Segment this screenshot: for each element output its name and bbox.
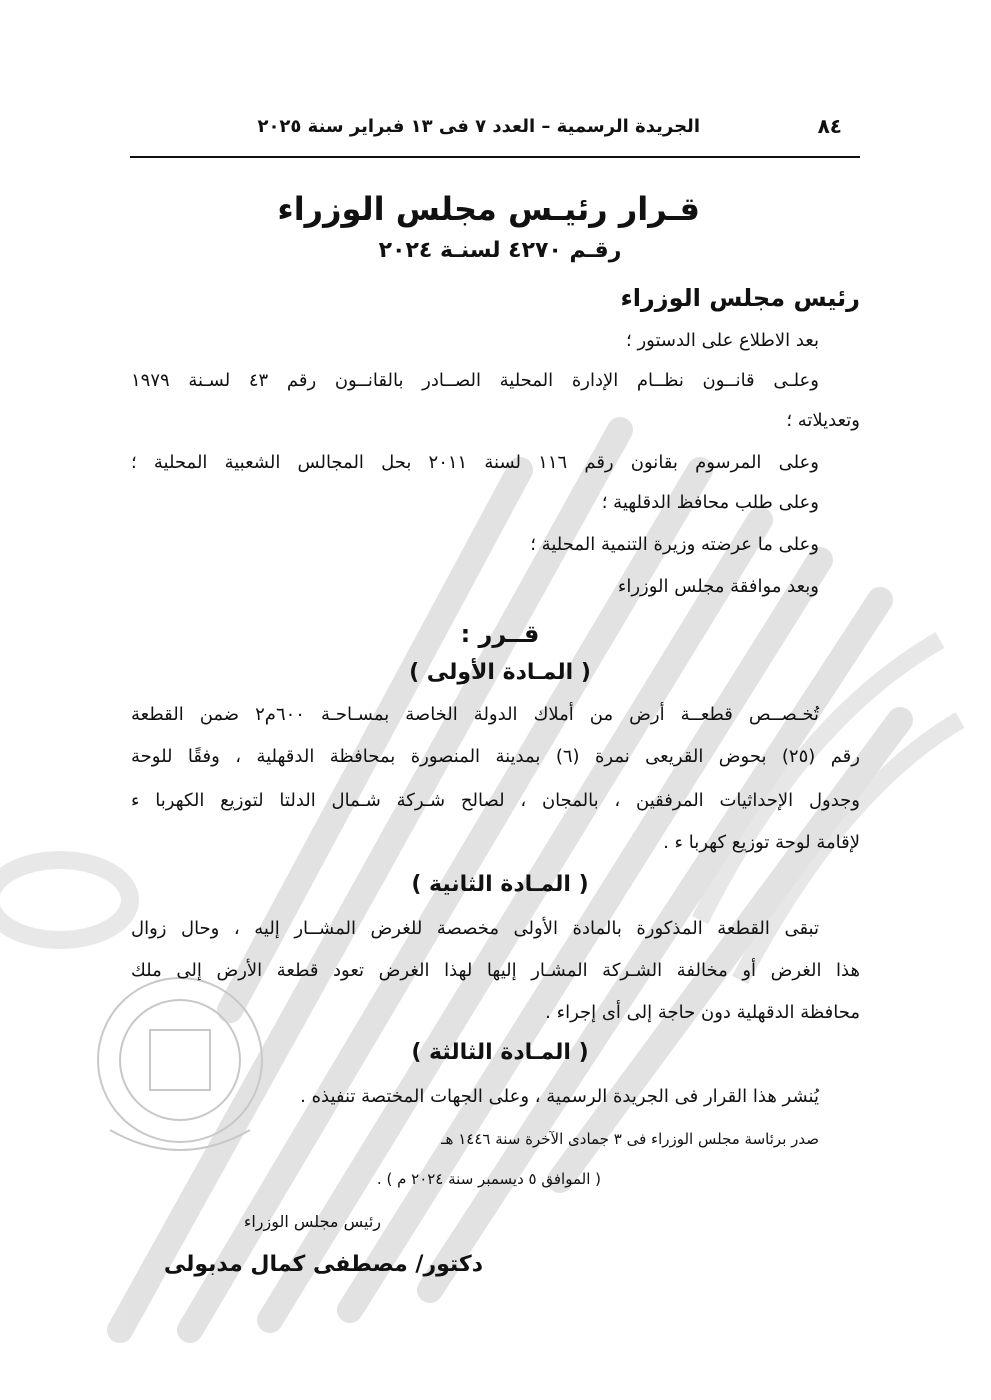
preamble-line: وعلـى قانــون نظــام الإدارة المحلية الصــادر بالقانــون رقم ٤٣ لسـنة ١٩٧٩ [131,370,819,391]
preamble-line: بعد الاطلاع على الدستور ؛ [626,330,819,351]
preamble-line: وتعديلاته ؛ [786,410,860,431]
page-header [130,114,860,158]
article-text-line: لإقامة لوحة توزيع كهربا ء . [663,832,860,853]
article-text-line: هذا الغرض أو مخالفة الشـركة المشـار إليها لهذا الغرض تعود قطعة الأرض إلى ملك [131,960,860,981]
preamble-line: وبعد موافقة مجلس الوزراء [617,576,819,597]
preamble-line: وعلى المرسوم بقانون رقم ١١٦ لسنة ٢٠١١ بحل المجالس الشعبية المحلية ؛ [131,452,819,473]
issuer-heading: رئيس مجلس الوزراء [620,284,860,312]
issued-gregorian-date: ( الموافق ٥ ديسمبر سنة ٢٠٢٤ م ) . [376,1170,601,1188]
signature-name: دكتور/ مصطفى كمال مدبولى [163,1252,483,1277]
article-heading: ( المـادة الثانية ) [411,872,589,897]
article-text-line: رقم (٢٥) بحوض القريعى نمرة (٦) بمدينة المنصورة بمحافظة الدقهلية ، وفقًا للوحة [131,746,860,767]
article-heading: ( المـادة الثالثة ) [411,1040,589,1065]
issued-hijri-date: صدر برئاسة مجلس الوزراء فى ٣ جمادى الآخرة سنة ١٤٤٦ هـ [441,1130,819,1148]
article-text-line: تبقى القطعة المذكورة بالمادة الأولى مخصصة للغرض المشــار إليه ، وحال زوال [131,918,819,939]
decree-title: قـرار رئيـس مجلس الوزراء [277,190,700,228]
article-text-line: محافظة الدقهلية دون حاجة إلى أى إجراء . [545,1002,860,1023]
preamble-line: وعلى طلب محافظ الدقلهية ؛ [601,492,819,513]
article-heading: ( المـادة الأولى ) [409,660,591,685]
ministry-seal-icon [98,978,262,1150]
article-text-line: وجدول الإحداثيات المرفقين ، بالمجان ، لصالح شـركة شـمال الدلتا لتوزيع الكهربا ء [131,790,860,811]
signature-role: رئيس مجلس الوزراء [243,1212,381,1231]
resolved-heading: قــرر : [460,620,540,648]
issue-line: الجريدة الرسمية – العدد ٧ فى ١٣ فبراير سنة ٢٠٢٥ [257,116,700,137]
page-number: ٨٤ [817,114,842,138]
article-text-line: تُخـصــص قطعــة أرض من أملاك الدولة الخاصة بمسـاحـة ٦٠٠م٢ ضمن القطعة [131,704,819,725]
article-text-line: يُنشر هذا القرار فى الجريدة الرسمية ، وعلى الجهات المختصة تنفيذه . [300,1086,819,1107]
preamble-line: وعلى ما عرضته وزيرة التنمية المحلية ؛ [530,534,819,555]
decree-number: رقـم ٤٢٧٠ لسنـة ٢٠٢٤ [378,238,622,263]
